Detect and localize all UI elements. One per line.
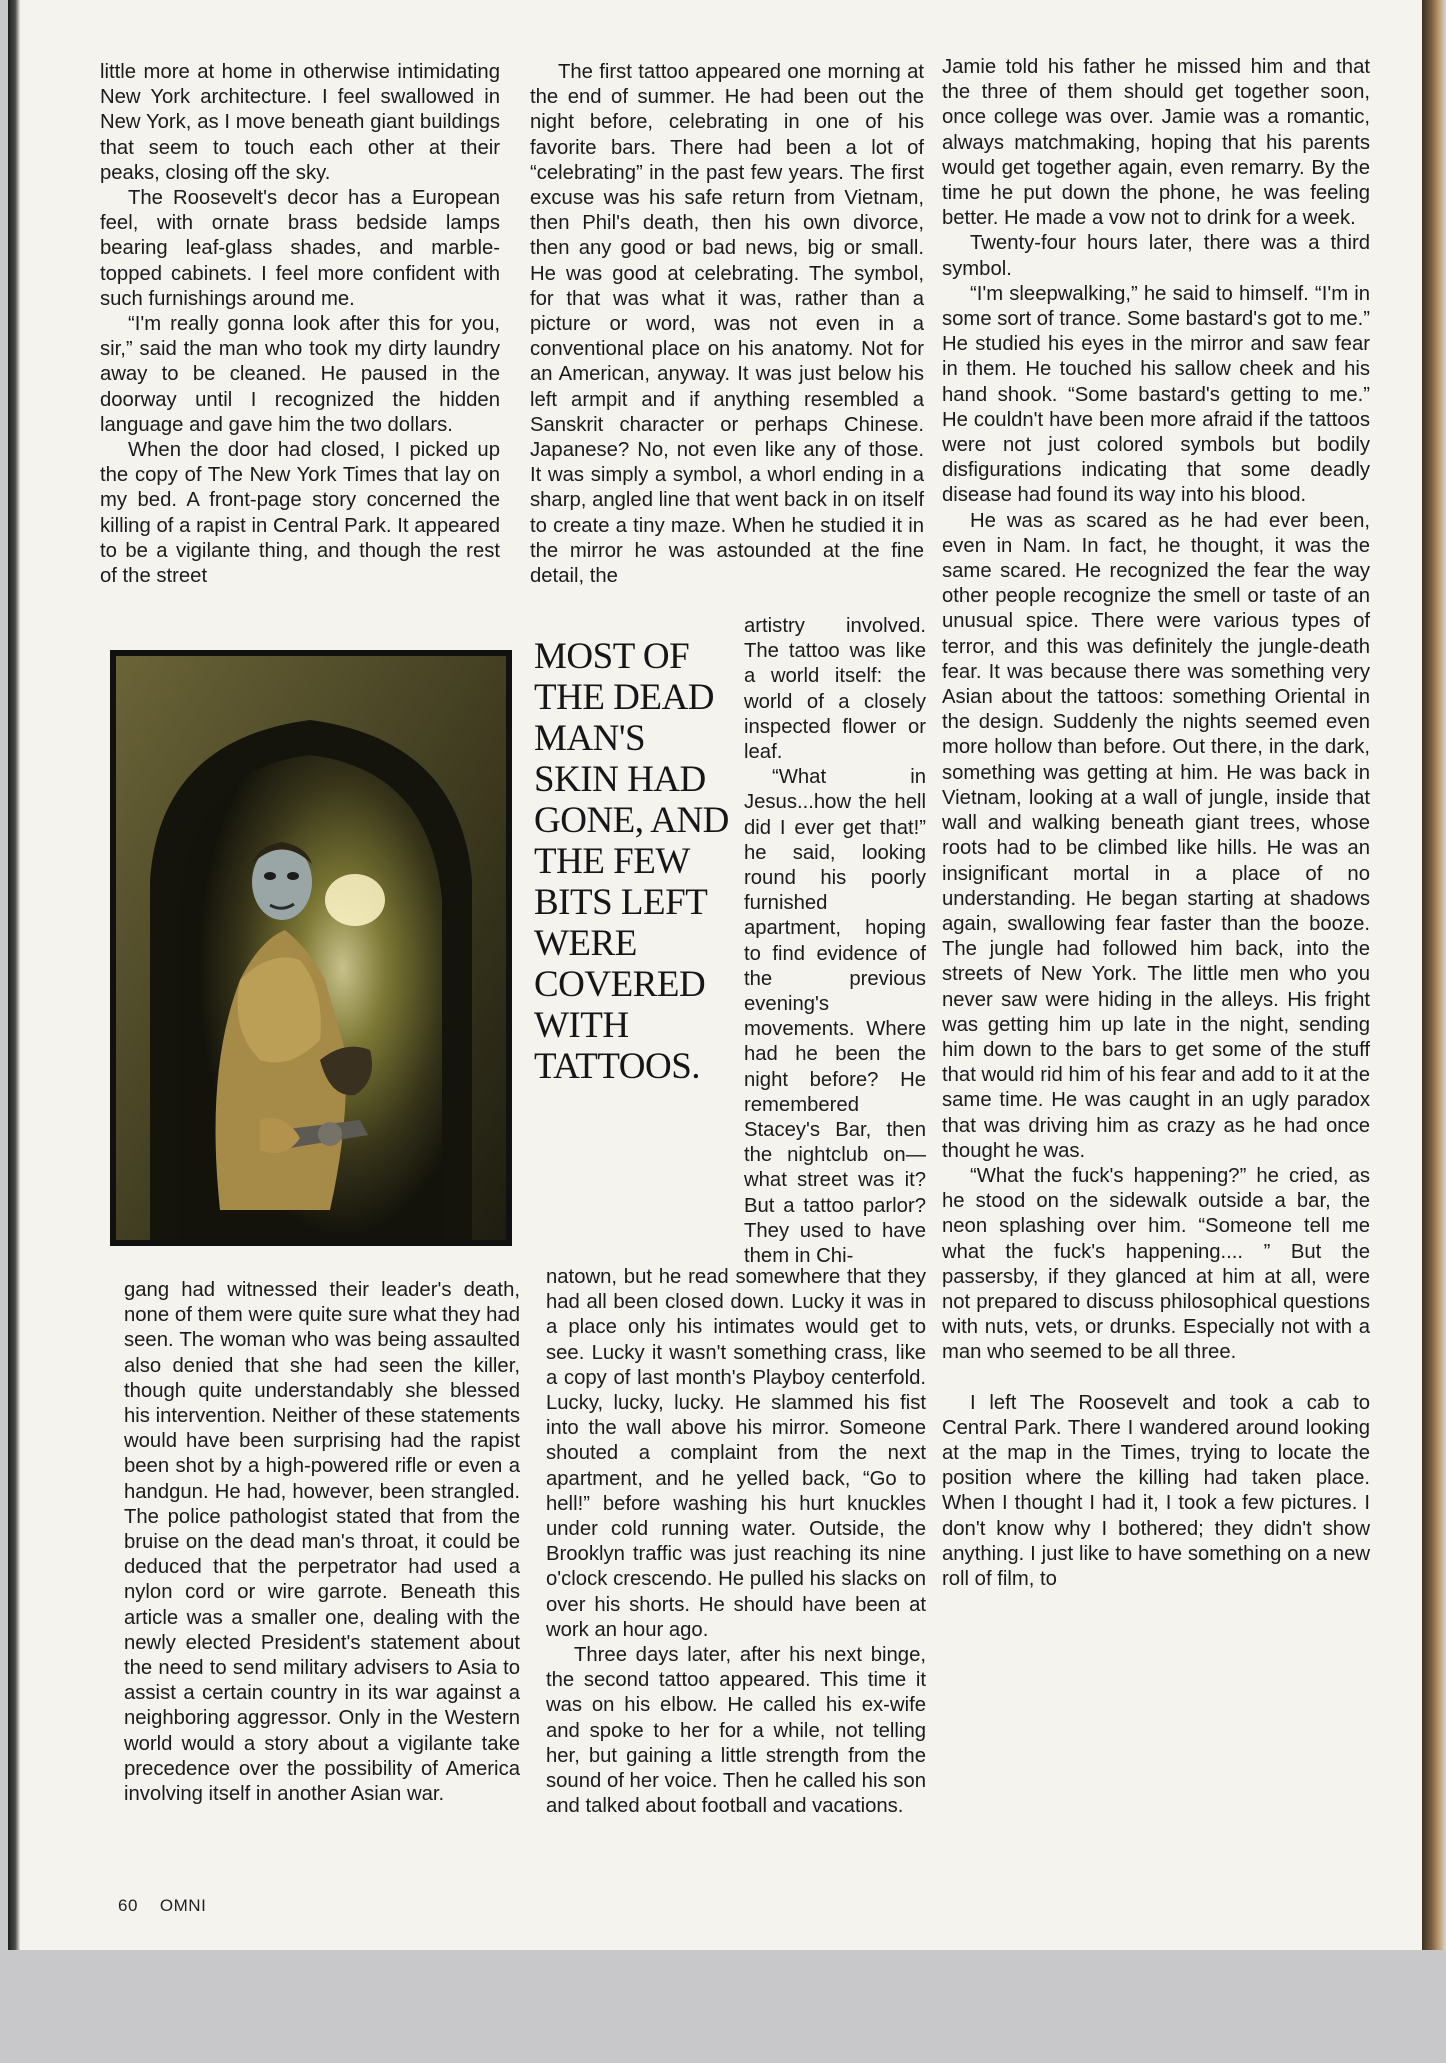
paragraph: The first tattoo appeared one morning at the end of summer. He had been out the night before, celebrating in one of his favorite bars. There had been a lot of “celebrating” in the past few years. The first excuse was his safe return from Vietnam, then Phil's death, then his own divorce, then any good or bad news, big or small. He was good at celebrating. The symbol, for that was what it was, rather than a picture or word, was not even in a conventional place on his anatomy. Not for an American, anyway. It was just below his left armpit and if anything resembled a Sanskrit character or perhaps Chinese. Japanese? No, not even like any of those. It was simply a symbol, a whorl ending in a sharp, angled line that went back in on itself to create a tiny maze. When he studied it in the mirror he was astounded at the fine detail, the	[530, 61, 924, 588]
paragraph: gang had witnessed their leader's death, none of them were quite sure what they had seen. The woman who was being assaulted also denied that she had seen the killer, though quite understandably she blessed his intervention. Neither of these statements would have been surprising had the rapist been shot by a high-powered rifle or even a handgun. He had, however, been strangled. The police pathologist stated that from the bruise on the dead man's throat, it could be deduced that the perpetrator had used a nylon cord or wire garrote. Beneath this article was a smaller one, dealing with the newly elected President's statement about the need to send military advisers to Asia to assist a certain country in its war against a neighboring aggressor. Only in the Western world would a story about a vigilante take precedence over the possibility of America involving itself in another Asian war.	[124, 1279, 520, 1806]
paragraph: little more at home in otherwise intimidating New York architecture. I feel swallowed in New York, as I move beneath giant buildings that seem to touch each other at their peaks, closing off the sky.	[100, 61, 500, 184]
paragraph: Twenty-four hours later, there was a third symbol.	[942, 232, 1370, 280]
paragraph: “I'm really gonna look after this for you, sir,” said the man who took my dirty laundry away to be cleaned. He paused in the doorway until I recognized the hidden language and gave him the two dollars.	[100, 313, 500, 436]
column-1-top	[100, 60, 500, 589]
column-2-top	[530, 60, 924, 589]
folio	[118, 1896, 228, 1916]
paragraph: The Roosevelt's decor has a European feel, with ornate brass bedside lamps bearing leaf-glass shades, and marble-topped cabinets. I feel more confident with such furnishings around me.	[100, 187, 500, 310]
page-number: 60	[118, 1896, 138, 1915]
paragraph: When the door had closed, I picked up the copy of The New York Times that lay on my bed. A front-page story concerned the killing of a rapist in Central Park. It appeared to be a vigilante thing, and though the rest of the street	[100, 439, 500, 588]
binding-spine	[8, 0, 20, 1950]
paragraph: artistry involved. The tattoo was like a world itself: the world of a closely inspected flower or leaf.	[744, 615, 926, 764]
column-3	[942, 55, 1370, 1592]
column-1-bottom	[124, 1278, 520, 1807]
facing-page-edge	[1422, 0, 1446, 2063]
paragraph: “What the fuck's happening?” he cried, as he stood on the sidewalk outside a bar, the neon splashing over him. “Someone tell me what the fuck's happening.... ” But the passersby, if they glanced at him at all, were not prepared to discuss philosophical questions with nuts, vets, or drunks. Especially not with a man who seemed to be all three.	[942, 1164, 1370, 1364]
column-2-narrow	[744, 614, 926, 1269]
paragraph: Three days later, after his next binge, the second tattoo appeared. This time it was on his elbow. He called his ex-wife and spoke to her for a while, not telling her, but gaining a little strength from the sound of her voice. Then he called his son and talked about football and vacations.	[546, 1644, 926, 1818]
scan-background	[0, 1950, 1446, 2063]
magazine-name: OMNI	[159, 1896, 207, 1915]
paragraph: “What in Jesus...how the hell did I ever get that!” he said, looking round his poorly furnished apartment, hoping to find evidence of the previous evening's movements. Where had he been the night before? He remembered Stacey's Bar, then the nightclub on—what street was it? But a tattoo parlor? They used to have them in Chi-	[744, 766, 926, 1268]
magazine-page	[8, 0, 1428, 1950]
paragraph: natown, but he read somewhere that they had all been closed down. Lucky it was in a place only his intimates would get to see. Lucky it wasn't something crass, like a copy of last month's Playboy centerfold. Lucky, lucky, lucky. He slammed his fist into the wall above his mirror. Someone shouted a complaint from the next apartment, and he yelled back, “Go to hell!” before washing his hurt knuckles under cold running water. Outside, the Brooklyn traffic was just reaching its nine o'clock crescendo. He pulled his slacks on over his shorts. He should have been at work an hour ago.	[546, 1266, 926, 1641]
paragraph: He was as scared as he had ever been, even in Nam. In fact, he thought, it was the same scared. He recognized the fear the way other people recognize the smell or taste of an unusual spice. There were various types of terror, and this was definitely the jungle-death fear. It was because there was something very Asian about the tattoos: something Oriental in the design. Suddenly the nights seemed even more hollow than before. Out there, in the dark, something was getting at him. He was back in Vietnam, looking at a wall of jungle, inside that wall and walking beneath giant trees, whose roots had to be climbed like hills. He was an insignificant mortal in a place of no understanding. He began starting at shadows again, swallowing fear faster than the booze. The jungle had followed him back, into the streets of New York. The little men who you never saw were hiding in the alleys. His fright was getting him up late in the night, sending him down to the bars to get some of the stuff that would rid him of his fear and add to it at the same time. He was caught in an ugly paradox that was driving him as crazy as he had once thought he was.	[942, 509, 1370, 1162]
story-illustration	[110, 650, 512, 1246]
paragraph: Jamie told his father he missed him and that the three of them should get together soon, once college was over. Jamie was a romantic, always matchmaking, hoping that his parents would get together again, even remarry. By the time he put down the phone, he was feeling better. He made a vow not to drink for a week.	[942, 56, 1370, 230]
paragraph: I left The Roosevelt and took a cab to Central Park. There I wandered around looking at the map in the Times, trying to locate the position where the killing had taken place. When I thought I had it, I took a few pictures. I don't know why I bothered; they didn't show anything. I just like to have something on a new roll of film, to	[942, 1391, 1370, 1590]
column-2-bottom	[546, 1265, 926, 1819]
paragraph: “I'm sleepwalking,” he said to himself. “I'm in some sort of trance. Some bastard's got to me.” He studied his eyes in the mirror and saw fear in them. He touched his sallow cheek and his hand shook. “Some bastard's getting to me.” He couldn't have been more afraid if the tattoos were not just colored symbols but bodily disfigurations indicating that some deadly disease had found its way into his blood.	[942, 282, 1370, 507]
pull-quote: MOST OF THE DEAD MAN'S SKIN HAD GONE, AND THE FEW BITS LEFT WERE COVERED WITH TATTOOS.	[534, 636, 729, 1087]
illustration-man-with-revolver-icon	[110, 650, 512, 1246]
